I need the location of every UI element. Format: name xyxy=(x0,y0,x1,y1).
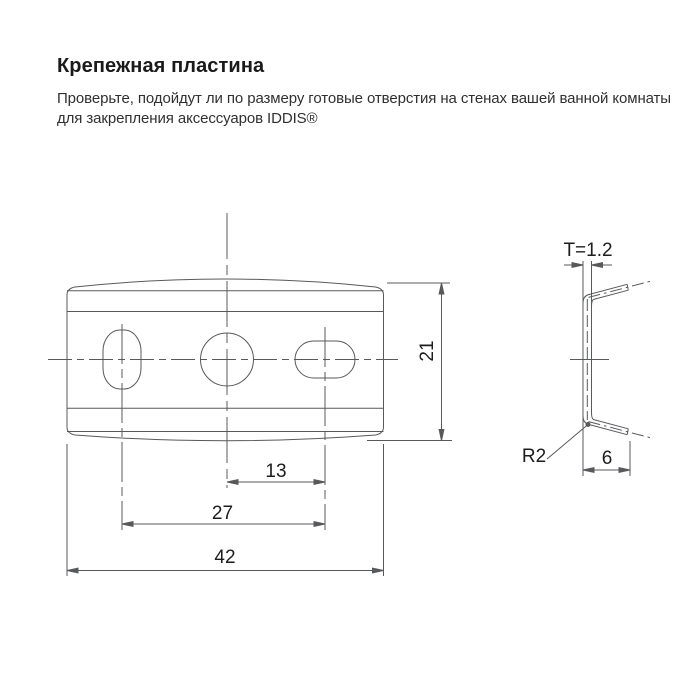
front-view xyxy=(48,213,452,576)
page-title: Крепежная пластина xyxy=(57,55,265,77)
dim-label-thickness: T=1.2 xyxy=(563,240,613,261)
side-view xyxy=(547,261,651,476)
profile-bottom-flange-centerline xyxy=(589,422,651,438)
dim-label-21: 21 xyxy=(417,340,438,362)
description-line-1: Проверьте, подойдут ли по размеру готовые отверстия на стенах вашей ванной комнаты xyxy=(57,90,671,107)
dimension-21 xyxy=(367,283,452,441)
dim-label-27: 27 xyxy=(211,503,234,524)
description-line-2: для закрепления аксессуаров IDDIS® xyxy=(57,110,318,127)
dimension-labels xyxy=(212,240,613,568)
dim-label-radius: R2 xyxy=(521,446,547,467)
dim-label-flange: 6 xyxy=(601,448,613,469)
dim-label-13: 13 xyxy=(265,461,287,482)
profile-top-flange-outer xyxy=(583,284,627,303)
dimension-bend-radius-leader xyxy=(547,422,591,459)
dim-label-42: 42 xyxy=(214,547,236,568)
profile-top-flange-centerline xyxy=(589,281,651,297)
dimension-thickness xyxy=(564,263,612,268)
